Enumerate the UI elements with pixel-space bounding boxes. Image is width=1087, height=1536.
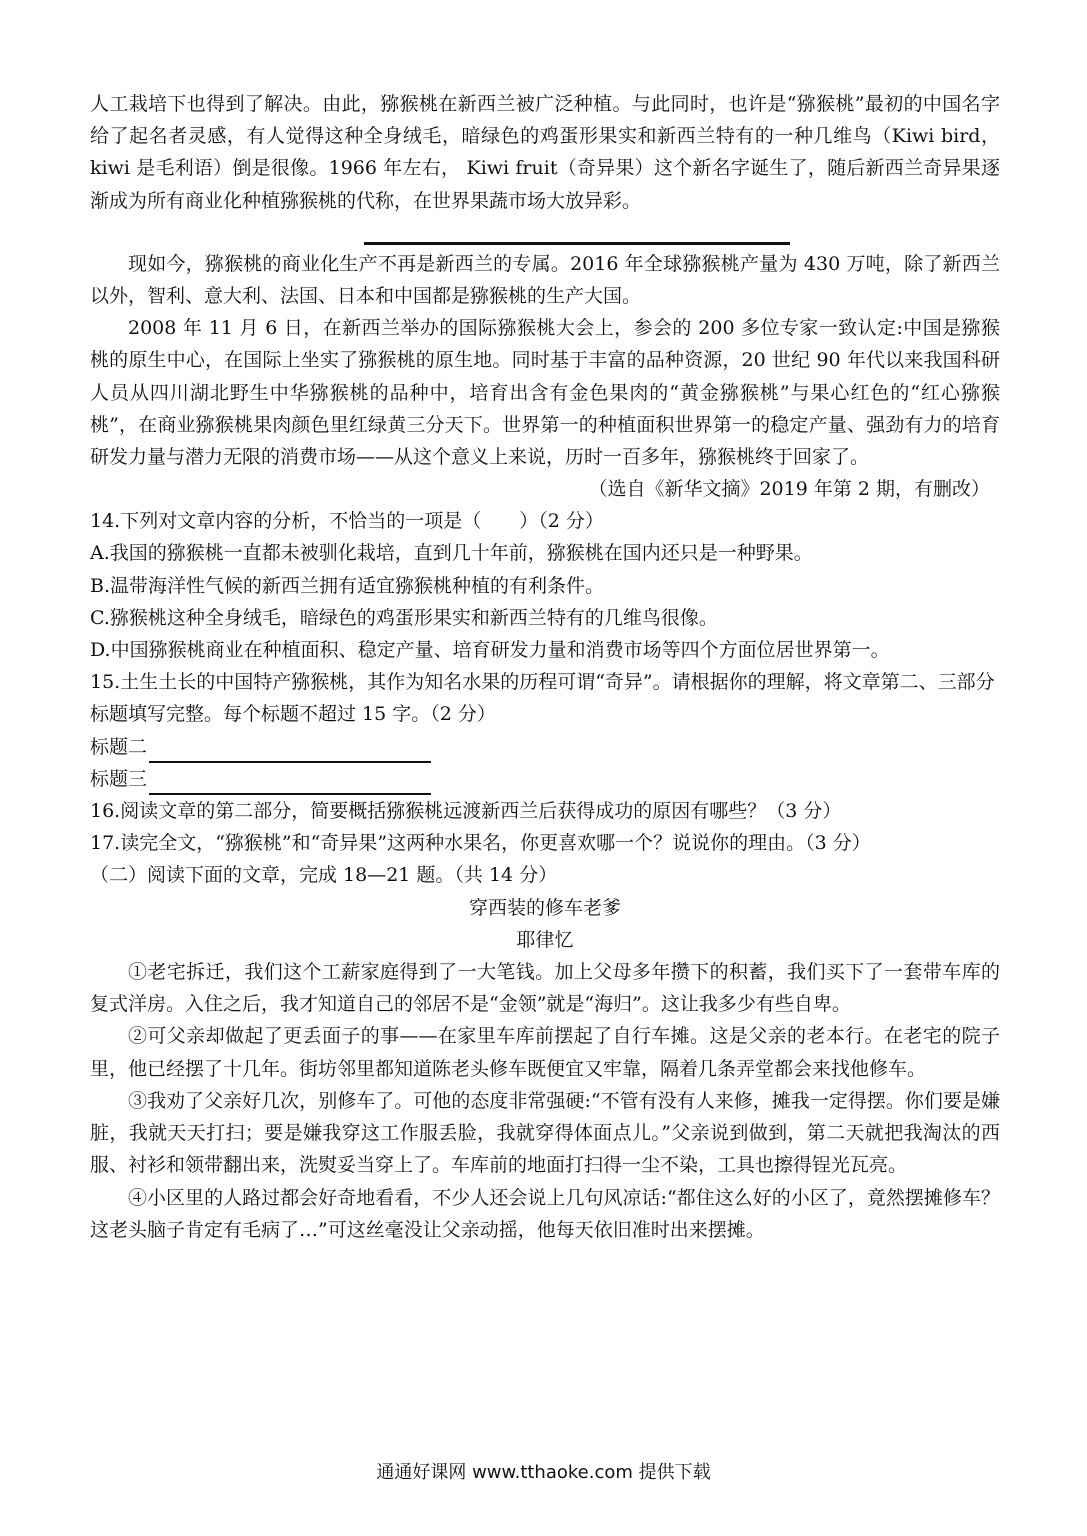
option-d: D.中国猕猴桃商业在种植面积、稳定产量、培育研发力量和消费市场等四个方面位居世界第一。 bbox=[90, 639, 890, 662]
article-author: 耶律忆 bbox=[516, 928, 574, 951]
article-paragraph: ①老宅拆迁，我们这个工薪家庭得到了一大笔钱。加上父母多年攒下的积蓄，我们买下了一套带车库的复式洋房。入住之后，我才知道自己的邻居不是“金领”就是“海归”。这让我多少有些自卑。 bbox=[90, 961, 1000, 1016]
question-14: 14.下列对文章内容的分析，不恰当的一项是（ ）（2 分） bbox=[90, 510, 604, 533]
title-three-label: 标题三 bbox=[90, 767, 148, 790]
article-paragraph: ④小区里的人路过都会好奇地看看，不少人还会说上几句风凉话:“都住这么好的小区了，竟然摆摊修车？这老头脑子肯定有毛病了…”可这丝毫没让父亲动摇，他每天依旧准时出来摆摊。 bbox=[90, 1186, 1000, 1241]
title-three-row bbox=[90, 763, 1000, 795]
paragraph: 现如今，猕猴桃的商业化生产不再是新西兰的专属。2016 年全球猕猴桃产量为 430 万吨，除了新西兰以外，智利、意大利、法国、日本和中国都是猕猴桃的生产大国。 bbox=[90, 252, 1000, 308]
source-citation: （选自《新华文摘》2019 年第 2 期，有删改） bbox=[588, 478, 990, 501]
section-2-heading: （二）阅读下面的文章，完成 18—21 题。（共 14 分） bbox=[90, 864, 558, 887]
question-16: 16.阅读文章的第二部分，简要概括猕猴桃远渡新西兰后获得成功的原因有哪些？（3 分） bbox=[90, 800, 842, 823]
section-title-blank bbox=[364, 242, 790, 245]
option-b: B.温带海洋性气候的新西兰拥有适宜猕猴桃种植的有利条件。 bbox=[90, 574, 605, 597]
article-paragraph: ③我劝了父亲好几次，别修车了。可他的态度非常强硬:“不管有没有人来修，摊我一定得摆。你们要是嫌脏，我就天天打扫；要是嫌我穿这工作服丢脸，我就穿得体面点儿。”父亲说到做到，第二天就把我淘汰的西服、衬衫和领带翻出来，洗熨妥当穿上了。车库前的地面打扫得一尘不染，工具也擦得锃光瓦亮。 bbox=[90, 1089, 1000, 1177]
page-footer: 通通好课网 www.tthaoke.com 提供下载 bbox=[376, 1462, 711, 1483]
question-17: 17.读完全文，“猕猴桃”和“奇异果”这两种水果名，你更喜欢哪一个？说说你的理由。（3 分） bbox=[90, 832, 871, 855]
paragraph: 2008 年 11 月 6 日，在新西兰举办的国际猕猴桃大会上，参会的 200 多位专家一致认定:中国是猕猴桃的原生中心，在国际上坐实了猕猴桃的原生地。同时基于丰富的品种资源，20 世纪 90 年代以来我国科研人员从四川湖北野生中华猕猴桃的品种中，培育出含有金色果肉的“黄金猕猴桃”与果心红色的“红心猕猴桃”，在商业猕猴桃果肉颜色里红绿黄三分天下。世界第一的种植面积世界第一的稳定产量、强劲有力的培育研发力量与潜力无限的消费市场——从这个意义上来说，历时一百多年，猕猴桃终于回家了。 bbox=[90, 317, 1000, 469]
option-a: A.我国的猕猴桃一直都未被驯化栽培，直到几十年前，猕猴桃在国内还只是一种野果。 bbox=[90, 542, 813, 565]
question-15: 15.土生土长的中国特产猕猴桃，其作为知名水果的历程可谓“奇异”。请根据你的理解，将文章第二、三部分标题填写完整。每个标题不超过 15 字。（2 分） bbox=[90, 671, 995, 726]
title-two-row bbox=[90, 731, 1000, 763]
title-three-blank bbox=[149, 769, 431, 795]
document-page bbox=[90, 88, 1000, 1246]
article-title: 穿西装的修车老爹 bbox=[468, 896, 621, 919]
top-paragraph: 人工栽培下也得到了解决。由此，猕猴桃在新西兰被广泛种植。与此同时，也许是“猕猴桃”最初的中国名字给了起名者灵感，有人觉得这种全身绒毛，暗绿色的鸡蛋形果实和新西兰特有的一种几维鸟（Kiwi bird，kiwi 是毛利语）倒是很像。1966 年左右， Kiwi fruit（奇异果）这个新名字诞生了，随后新西兰奇异果逐渐成为所有商业化种植猕猴桃的代称，在世界果蔬市场大放异彩。 bbox=[90, 93, 1000, 212]
option-c: C.猕猴桃这种全身绒毛，暗绿色的鸡蛋形果实和新西兰特有的几维鸟很像。 bbox=[90, 606, 718, 629]
article-paragraph: ②可父亲却做起了更丢面子的事——在家里车库前摆起了自行车摊。这是父亲的老本行。在老宅的院子里，他已经摆了十几年。街坊邻里都知道陈老头修车既便宜又牢靠，隔着几条弄堂都会来找他修车。 bbox=[90, 1025, 1000, 1080]
title-two-label: 标题二 bbox=[90, 735, 148, 758]
title-two-blank bbox=[149, 737, 431, 763]
